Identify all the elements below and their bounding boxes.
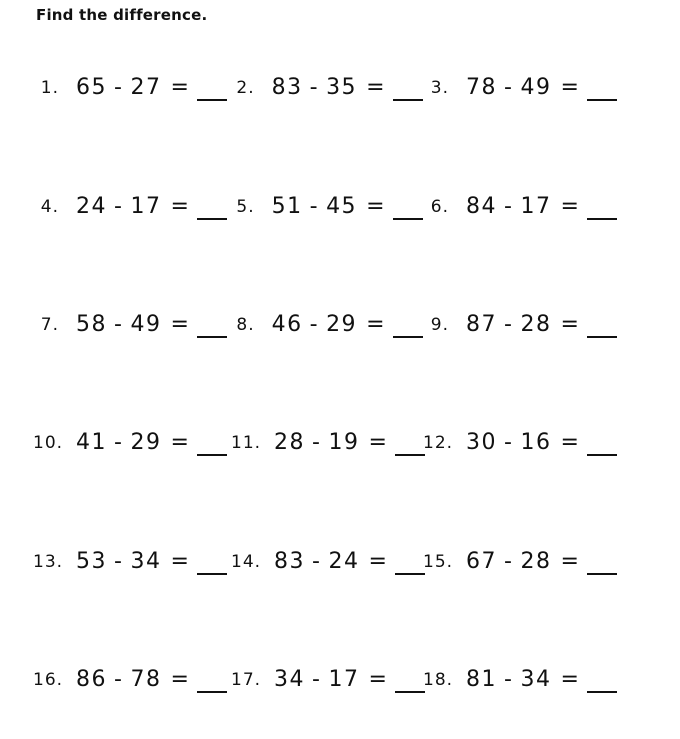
problem-expression xyxy=(466,194,617,220)
problem-expression xyxy=(76,430,227,456)
problem-expression xyxy=(272,75,423,101)
problem-number: 14. xyxy=(231,551,262,572)
answer-blank[interactable] xyxy=(395,452,425,456)
minus-sign: - xyxy=(309,193,320,219)
subtrahend: 28 xyxy=(520,548,552,574)
problem-11 xyxy=(231,384,423,502)
minus-sign: - xyxy=(114,311,124,337)
problem-6 xyxy=(423,147,623,265)
problem-1 xyxy=(33,29,231,147)
problem-number: 16. xyxy=(33,670,64,691)
problem-17 xyxy=(231,621,423,739)
equals-sign: = xyxy=(170,75,191,101)
problem-expression xyxy=(76,549,227,575)
problem-number: 1. xyxy=(40,78,59,99)
problem-15 xyxy=(423,503,623,621)
problem-number: 9. xyxy=(430,314,449,335)
minus-sign: - xyxy=(504,75,514,101)
minus-sign: - xyxy=(312,667,322,693)
minus-sign: - xyxy=(114,548,124,574)
minus-sign: - xyxy=(309,75,320,101)
problem-expression xyxy=(272,312,423,338)
minus-sign: - xyxy=(504,548,514,574)
problem-number: 17. xyxy=(231,670,262,691)
subtrahend: 19 xyxy=(328,430,360,456)
minuend: 78 xyxy=(466,75,497,101)
page-title: Find the difference. xyxy=(36,6,208,24)
problem-number: 7. xyxy=(40,314,59,335)
problem-12 xyxy=(423,384,623,502)
subtrahend: 45 xyxy=(326,193,358,219)
subtrahend: 16 xyxy=(520,430,552,456)
equals-sign: = xyxy=(368,548,389,574)
equals-sign: = xyxy=(170,667,191,693)
problem-9 xyxy=(423,266,623,384)
problem-number: 3. xyxy=(430,78,449,99)
problem-expression xyxy=(466,312,617,338)
answer-blank[interactable] xyxy=(587,689,617,693)
minuend: 28 xyxy=(274,430,305,456)
problem-expression xyxy=(274,667,425,693)
answer-blank[interactable] xyxy=(587,452,617,456)
minus-sign: - xyxy=(114,193,124,219)
answer-blank[interactable] xyxy=(393,216,423,220)
minuend: 41 xyxy=(76,430,107,456)
subtrahend: 34 xyxy=(520,667,552,693)
minus-sign: - xyxy=(312,548,322,574)
minuend: 58 xyxy=(76,311,107,337)
answer-blank[interactable] xyxy=(197,689,227,693)
problem-number: 15. xyxy=(423,551,454,572)
problem-number: 6. xyxy=(430,196,449,217)
equals-sign: = xyxy=(560,667,581,693)
problem-number: 8. xyxy=(236,314,255,335)
subtrahend: 49 xyxy=(130,311,162,337)
minuend: 65 xyxy=(76,75,107,101)
subtrahend: 17 xyxy=(328,667,360,693)
answer-blank[interactable] xyxy=(393,97,423,101)
minus-sign: - xyxy=(312,430,322,456)
equals-sign: = xyxy=(560,548,581,574)
problem-number: 12. xyxy=(423,433,454,454)
equals-sign: = xyxy=(560,311,581,337)
answer-blank[interactable] xyxy=(587,216,617,220)
problem-16 xyxy=(33,621,231,739)
problem-expression xyxy=(274,549,425,575)
subtrahend: 27 xyxy=(130,75,162,101)
minus-sign: - xyxy=(114,667,124,693)
subtrahend: 49 xyxy=(520,75,552,101)
equals-sign: = xyxy=(170,311,191,337)
answer-blank[interactable] xyxy=(395,689,425,693)
problem-number: 13. xyxy=(33,551,64,572)
answer-blank[interactable] xyxy=(587,97,617,101)
minuend: 84 xyxy=(466,193,497,219)
problem-expression xyxy=(76,312,227,338)
equals-sign: = xyxy=(366,75,386,101)
minus-sign: - xyxy=(114,430,124,456)
subtrahend: 29 xyxy=(130,430,162,456)
minuend: 67 xyxy=(466,548,497,574)
minus-sign: - xyxy=(114,75,124,101)
answer-blank[interactable] xyxy=(197,571,227,575)
answer-blank[interactable] xyxy=(587,571,617,575)
problem-7 xyxy=(33,266,231,384)
subtrahend: 17 xyxy=(130,193,162,219)
equals-sign: = xyxy=(170,193,191,219)
equals-sign: = xyxy=(368,430,389,456)
problem-10 xyxy=(33,384,231,502)
problem-number: 10. xyxy=(33,433,64,454)
minuend: 30 xyxy=(466,430,497,456)
answer-blank[interactable] xyxy=(197,452,227,456)
subtrahend: 29 xyxy=(326,311,358,337)
subtrahend: 35 xyxy=(326,75,358,101)
answer-blank[interactable] xyxy=(393,334,423,338)
minuend: 87 xyxy=(466,311,497,337)
answer-blank[interactable] xyxy=(197,216,227,220)
problem-expression xyxy=(76,667,227,693)
problem-expression xyxy=(466,667,617,693)
minus-sign: - xyxy=(504,193,514,219)
problem-5 xyxy=(231,147,423,265)
problem-expression xyxy=(274,430,425,456)
equals-sign: = xyxy=(170,430,191,456)
problem-expression xyxy=(466,430,617,456)
equals-sign: = xyxy=(560,75,581,101)
problem-4 xyxy=(33,147,231,265)
problem-13 xyxy=(33,503,231,621)
minuend: 46 xyxy=(271,311,303,337)
minuend: 86 xyxy=(76,667,107,693)
problem-18 xyxy=(423,621,623,739)
minus-sign: - xyxy=(504,311,514,337)
subtrahend: 28 xyxy=(520,311,552,337)
answer-blank[interactable] xyxy=(197,334,227,338)
equals-sign: = xyxy=(170,548,191,574)
problem-14 xyxy=(231,503,423,621)
equals-sign: = xyxy=(366,193,386,219)
subtrahend: 24 xyxy=(328,548,360,574)
equals-sign: = xyxy=(560,430,581,456)
minuend: 34 xyxy=(274,667,305,693)
problem-number: 11. xyxy=(231,433,262,454)
minus-sign: - xyxy=(504,430,514,456)
problem-3 xyxy=(423,29,623,147)
problems-grid xyxy=(33,29,647,739)
minuend: 83 xyxy=(271,75,303,101)
equals-sign: = xyxy=(366,311,386,337)
minuend: 51 xyxy=(271,193,303,219)
problem-number: 2. xyxy=(236,78,255,99)
subtrahend: 78 xyxy=(130,667,162,693)
problem-number: 18. xyxy=(423,670,454,691)
answer-blank[interactable] xyxy=(587,334,617,338)
problem-expression xyxy=(466,75,617,101)
problem-number: 4. xyxy=(40,196,59,217)
minus-sign: - xyxy=(504,667,514,693)
minuend: 81 xyxy=(466,667,497,693)
subtrahend: 17 xyxy=(520,193,552,219)
minus-sign: - xyxy=(309,311,320,337)
problem-8 xyxy=(231,266,423,384)
equals-sign: = xyxy=(368,667,389,693)
equals-sign: = xyxy=(560,193,581,219)
answer-blank[interactable] xyxy=(395,571,425,575)
problem-expression xyxy=(272,194,423,220)
problem-expression xyxy=(76,194,227,220)
problem-number: 5. xyxy=(236,196,255,217)
problem-2 xyxy=(231,29,423,147)
answer-blank[interactable] xyxy=(197,97,227,101)
subtrahend: 34 xyxy=(130,548,162,574)
problem-expression xyxy=(76,75,227,101)
minuend: 83 xyxy=(274,548,305,574)
minuend: 53 xyxy=(76,548,107,574)
problem-expression xyxy=(466,549,617,575)
minuend: 24 xyxy=(76,193,107,219)
